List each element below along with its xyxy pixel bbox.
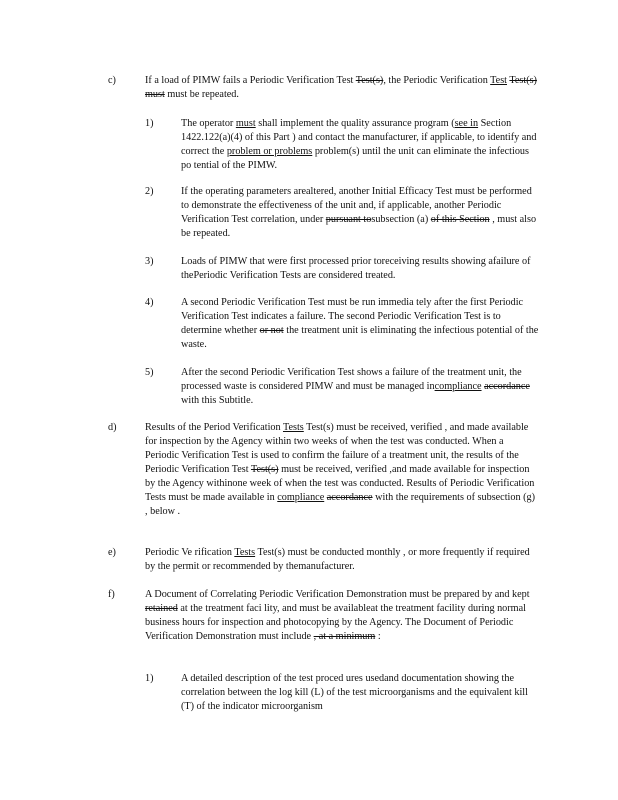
text-run: :: [375, 631, 381, 642]
underlined-insertion: compliance: [277, 492, 325, 503]
text-run: If the operating parameters arealtered, another Initial Efficacy Test must be performed to demonstrate the effectiveness of the unit and, if applicable, another Periodic Verification Test correlation, under: [181, 186, 532, 225]
text-run: , must also be repeated.: [181, 214, 537, 239]
text-run: A Document of Correlating Periodic Verification Demonstration must be prepared by and kept: [145, 589, 530, 600]
section-d-label: d): [108, 422, 117, 433]
item-c4-label: 4): [145, 297, 154, 308]
text-run: Test(s) must be conducted monthly , or more frequently if required by the permit or recommended by themanufacturer.: [145, 547, 530, 572]
text-run: subsection (a): [371, 214, 431, 225]
text-run: Periodic Ve rification: [145, 547, 235, 558]
text-run: Test(s) must be received, verified , and made available for inspection by the Agency within two weeks of when the test was conducted. When a Periodic Verification Test is used to confirm the failure of a treatment unit, the results of the Periodic Verification Test: [145, 422, 529, 475]
struck-deletion: or not: [259, 325, 284, 336]
section-c-text: If a load of PIMW fails a Periodic Verification Test Test(s), the Periodic Verification Test Test(s) must must be repeated.: [145, 75, 537, 100]
section-f-label: f): [108, 589, 115, 600]
struck-deletion: Test(s): [250, 464, 279, 475]
item-c5-label: 5): [145, 367, 154, 378]
text-run: After the second Periodic Verification Test shows a failure of the treatment unit, the processed waste is considered PIMW and must be managed in: [181, 367, 522, 392]
text-run: shall implement the quality assurance program (: [255, 118, 455, 129]
item-c5-text: [181, 366, 539, 408]
text-run: The operator: [181, 118, 236, 129]
section-d-text: [145, 421, 540, 519]
item-f1-label: 1): [145, 673, 154, 684]
item-c1-label: 1): [145, 118, 154, 129]
struck-deletion: of this Section: [430, 214, 490, 225]
text-run: Results of the Period Verification: [145, 422, 283, 433]
section-e-text: [145, 546, 540, 574]
item-c3-text: [181, 255, 539, 283]
item-c2-text: [181, 185, 539, 241]
struck-deletion: accordance: [326, 492, 373, 503]
underlined-insertion: Tests: [282, 422, 304, 433]
text-run: with this Subtitle.: [181, 395, 254, 406]
text-run: the treatment unit is eliminating the infectious potential of the waste.: [181, 325, 539, 350]
text-run: A detailed description of the test proced ures usedand documentation showing the correlation between the log kill (L) of the test microorganisms and the equivalent kill (T) of the indicator microorganism: [181, 673, 528, 712]
text-run: problem(s) until the unit can eliminate the infectious po tential of the PIMW.: [181, 146, 529, 171]
underlined-insertion: Tests: [234, 547, 256, 558]
item-c3-label: 3): [145, 256, 154, 267]
section-f-text: [145, 588, 540, 644]
underlined-insertion: must: [235, 118, 256, 129]
underlined-insertion: problem or problems: [226, 146, 313, 157]
text-run: must be received, verified ,and made available for inspection by the Agency withinone week of when the test was conducted. Results of Periodic Verification Tests must be made available in: [145, 464, 535, 503]
section-e-label: e): [108, 547, 116, 558]
item-f1-text: [181, 672, 539, 714]
underlined-insertion: see in: [454, 118, 479, 129]
struck-deletion: , at a minimum: [313, 631, 376, 642]
text-run: Loads of PIMW that were first processed prior toreceiving results showing afailure of thePeriodic Verification Tests are considered treated.: [181, 256, 531, 281]
struck-deletion: accordance: [484, 381, 530, 392]
text-run: at the treatment faci lity, and must be availableat the treatment facility during normal business hours for inspection and photocopying by the Agency. The Document of Periodic Verification Demonstration must include: [145, 603, 526, 642]
text-run: with the requirements of subsection (g) , below .: [145, 492, 535, 517]
text-run: Section 1422.122(a)(4) of this Part ) and contact the manufacturer, if applicable, to identify and correct the: [181, 118, 537, 157]
item-c2-label: 2): [145, 186, 154, 197]
text-run: A second Periodic Verification Test must be run immedia tely after the first Periodic Verification Test indicates a failure. The second Periodic Verification Test is to determine whether: [181, 297, 524, 336]
underlined-insertion: compliance: [434, 381, 482, 392]
struck-deletion: pursuant to: [325, 214, 372, 225]
item-c4-text: [181, 296, 539, 352]
section-c-label: c): [108, 75, 116, 86]
item-c1-text: [181, 117, 539, 173]
struck-deletion: retained: [145, 603, 178, 614]
